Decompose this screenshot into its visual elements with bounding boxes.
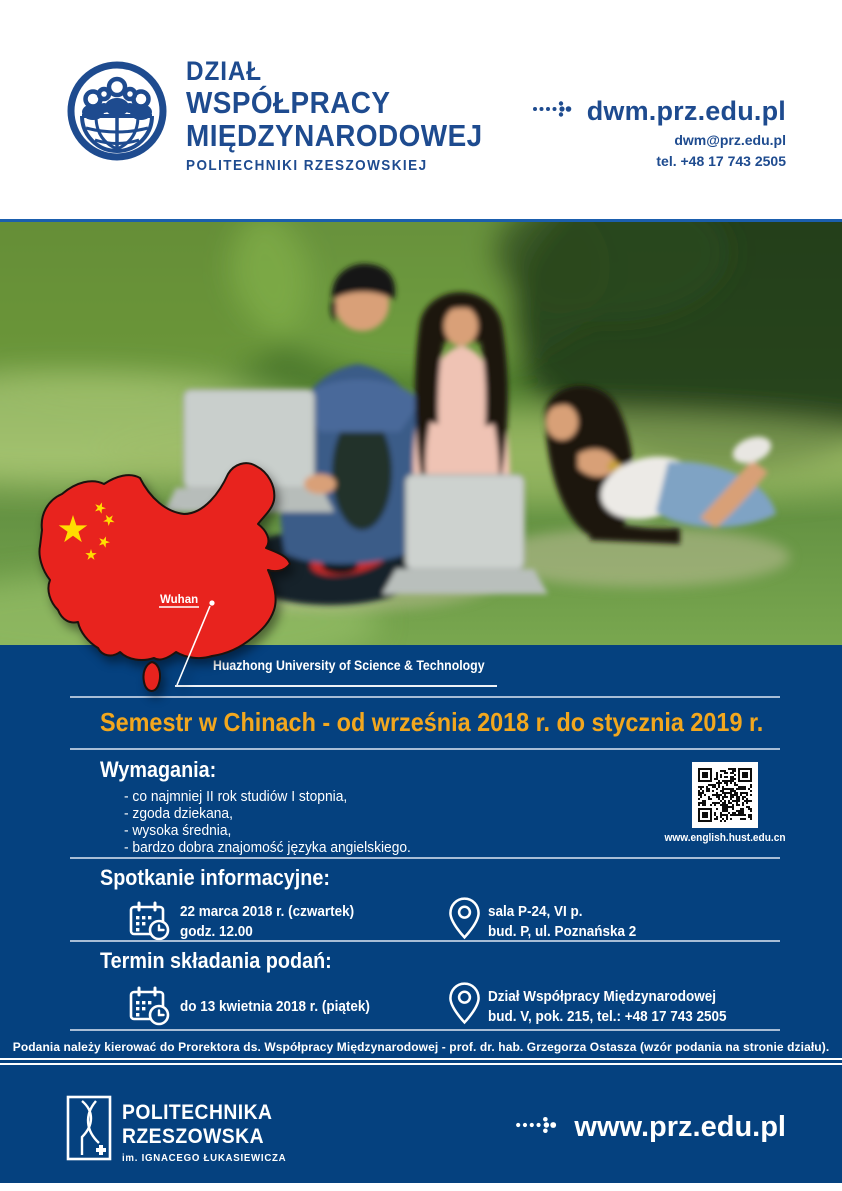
deadline-place-line2: bud. V, pok. 215, tel.: +48 17 743 2505 bbox=[488, 1008, 727, 1025]
deadline-heading: Termin składania podań: bbox=[100, 948, 332, 973]
dept-title-line1: DZIAŁ bbox=[186, 56, 263, 86]
content-panel bbox=[0, 645, 842, 1183]
china-map bbox=[28, 452, 340, 714]
deadline-place bbox=[488, 987, 727, 1027]
requirements-heading: Wymagania: bbox=[100, 757, 217, 782]
requirement-item: - co najmniej II rok studiów I stopnia, bbox=[124, 788, 348, 805]
dwm-globe-logo-icon bbox=[64, 58, 170, 164]
requirements-list bbox=[124, 788, 411, 856]
separator bbox=[70, 1029, 780, 1031]
wuhan-label: Wuhan bbox=[160, 594, 199, 606]
deadline-place-line1: Dział Współpracy Międzynarodowej bbox=[488, 988, 717, 1005]
dwm-email-link[interactable]: dwm@prz.edu.pl bbox=[674, 132, 786, 148]
footer-website bbox=[514, 1111, 786, 1144]
calendar-clock-icon bbox=[128, 899, 172, 943]
meeting-place-line1: sala P-24, VI p. bbox=[488, 903, 583, 920]
qr-code[interactable] bbox=[692, 762, 758, 828]
separator bbox=[70, 857, 780, 859]
politechnika-rzeszowska-logo-icon bbox=[66, 1095, 112, 1161]
header-contact bbox=[531, 96, 786, 169]
meeting-place bbox=[488, 902, 636, 942]
dwm-website-link[interactable]: dwm.prz.edu.pl bbox=[586, 96, 786, 126]
meeting-date-line2: godz. 12.00 bbox=[180, 923, 253, 940]
separator bbox=[70, 748, 780, 750]
meeting-place-line2: bud. P, ul. Poznańska 2 bbox=[488, 923, 637, 940]
department-title bbox=[186, 56, 483, 174]
university-name: Huazhong University of Science & Technology bbox=[213, 657, 485, 673]
dotted-arrow-icon bbox=[531, 99, 575, 124]
org-line3: im. IGNACEGO ŁUKASIEWICZA bbox=[122, 1152, 287, 1164]
meeting-heading: Spotkanie informacyjne: bbox=[100, 865, 330, 890]
requirement-item: - wysoka średnia, bbox=[124, 822, 232, 839]
location-pin-icon bbox=[448, 896, 481, 940]
application-note: Podania należy kierować do Prorektora ds. Współpracy Międzynarodowej - prof. dr. hab. Grzegorza Ostasza (wzór podania na stronie działu). bbox=[12, 1040, 830, 1054]
header bbox=[0, 0, 842, 219]
deadline-date: do 13 kwietnia 2018 r. (piątek) bbox=[180, 998, 370, 1015]
poster-main-title: Semestr w Chinach - od września 2018 r. do stycznia 2019 r. bbox=[100, 707, 764, 737]
org-line1: POLITECHNIKA bbox=[122, 1101, 273, 1124]
dept-title-line3: MIĘDZYNARODOWEJ bbox=[186, 118, 483, 153]
meeting-date-line1: 22 marca 2018 r. (czwartek) bbox=[180, 903, 355, 920]
separator bbox=[70, 940, 780, 942]
location-pin-icon bbox=[448, 981, 481, 1025]
dwm-phone: tel. +48 17 743 2505 bbox=[656, 153, 786, 169]
requirement-item: - zgoda dziekana, bbox=[124, 805, 233, 822]
meeting-date bbox=[180, 902, 354, 942]
requirement-item: - bardzo dobra znajomość języka angielskiego. bbox=[124, 839, 411, 856]
calendar-clock-icon bbox=[128, 984, 172, 1028]
dept-subtitle: POLITECHNIKI RZESZOWSKIEJ bbox=[186, 157, 428, 174]
footer-divider bbox=[0, 1063, 842, 1065]
prz-website-link[interactable]: www.prz.edu.pl bbox=[574, 1111, 786, 1143]
organization-name bbox=[122, 1101, 286, 1164]
dept-title-line2: WSPÓŁPRACY bbox=[186, 85, 391, 120]
org-line2: RZESZOWSKA bbox=[122, 1125, 264, 1148]
footer-divider bbox=[0, 1058, 842, 1060]
qr-url-label[interactable]: www.english.hust.edu.cn bbox=[664, 832, 786, 844]
dotted-arrow-icon bbox=[514, 1114, 560, 1141]
